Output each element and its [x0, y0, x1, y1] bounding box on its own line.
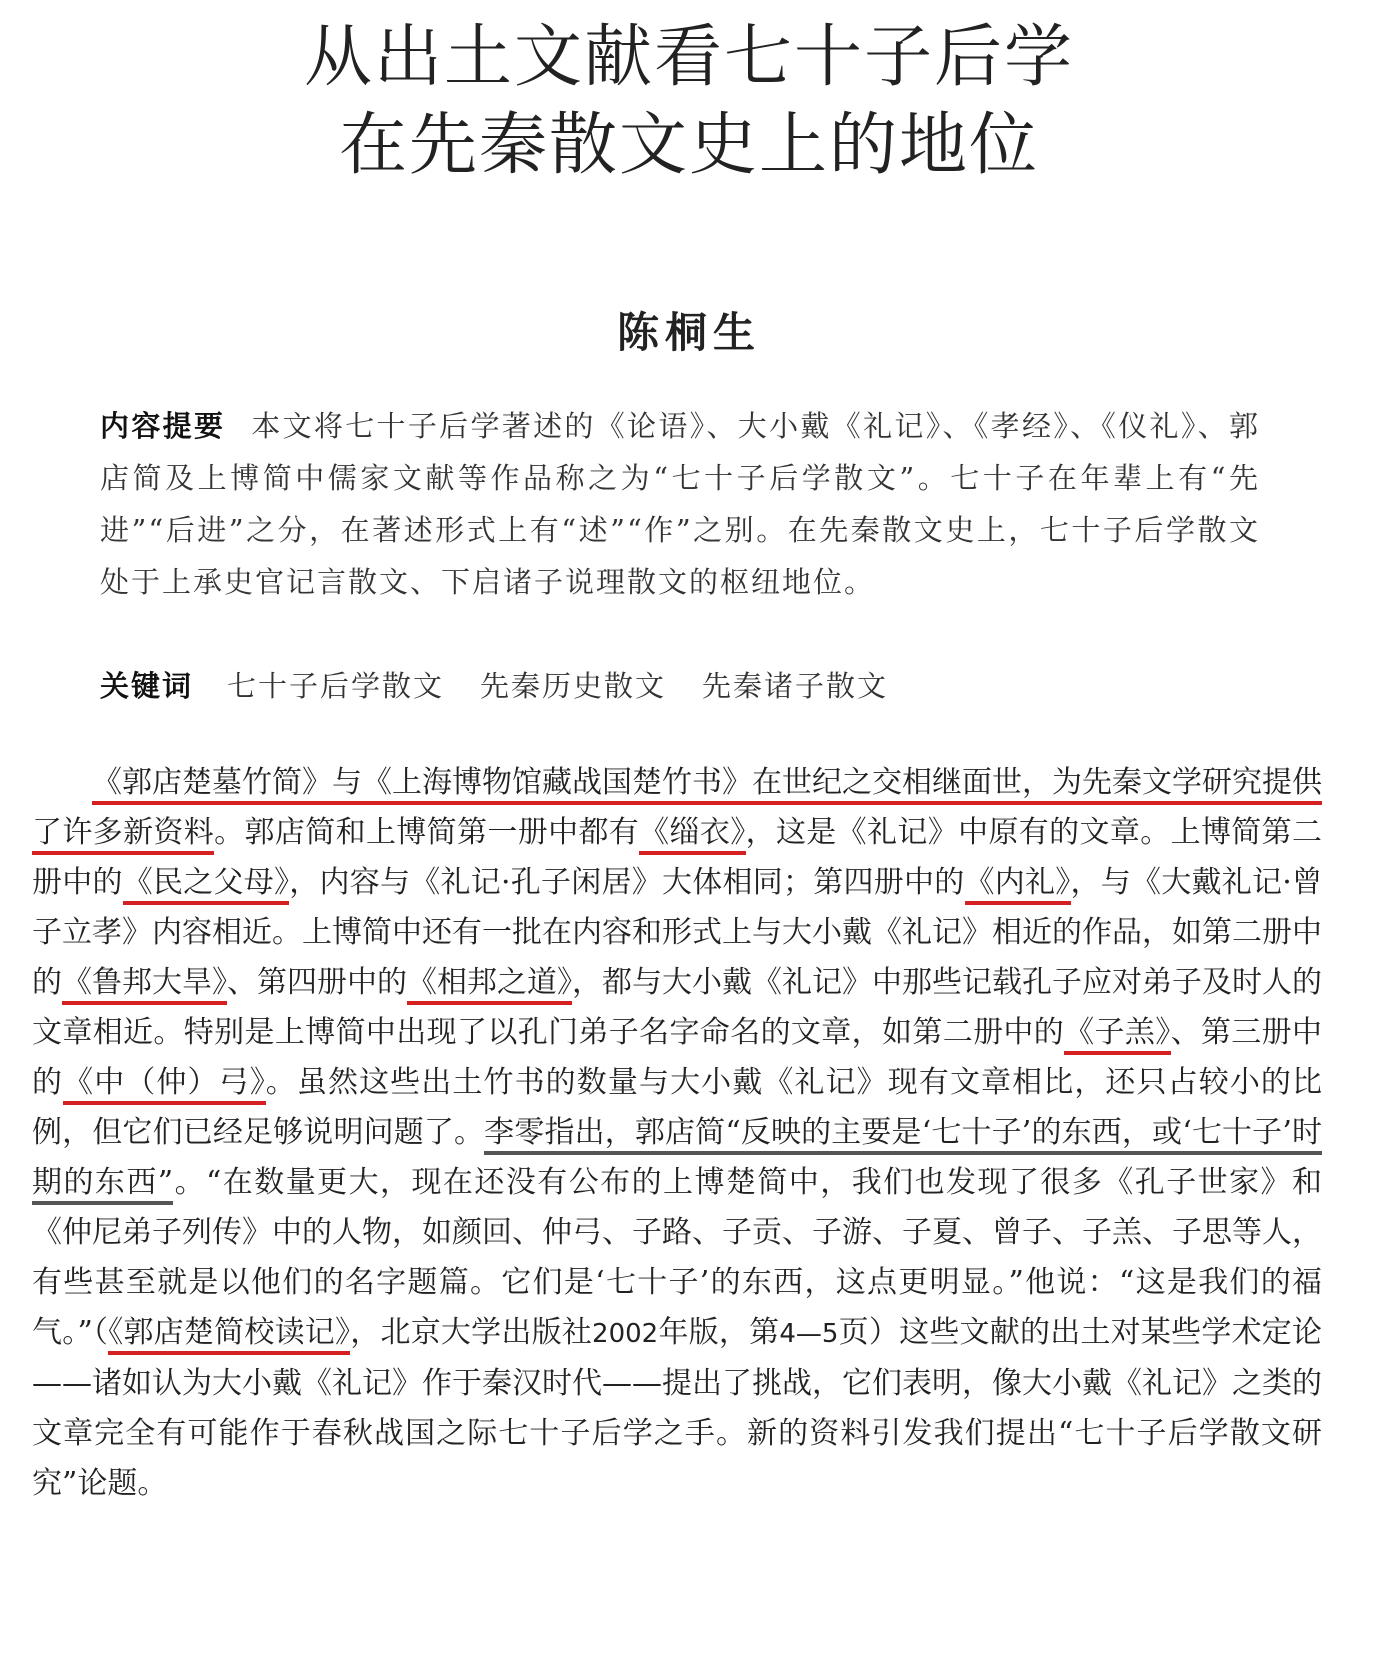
- title-line-2: 在先秦散文史上的地位: [338, 106, 1039, 185]
- author-name: 陈桐生: [616, 308, 761, 357]
- highlight-red: 《郭店楚墓竹简》与《上海博物馆藏战国楚竹书》在世纪之交相继面世，为先秦文学研究提供了许多新资料: [32, 765, 1322, 855]
- title-line-1: 从出土文献看七十子后学: [303, 18, 1074, 97]
- abstract-label: 内容提要: [100, 409, 226, 443]
- highlight-gray: 李零指出，郭店简“反映的主要是‘七十子’的东西，或‘七十子’时期的东西”: [32, 1115, 1322, 1205]
- body-paragraph: [32, 758, 1322, 1509]
- body-text: ，与《大戴礼记·曾子立孝》内容相近。上博简中还有一批在内容和形式上与大小戴《礼记》相近的作品，如第二册中的: [32, 865, 1323, 1000]
- highlight-red: 《相邦之道》: [407, 965, 572, 1005]
- body-text: 年版，第: [658, 1315, 780, 1350]
- body-text: 、第四册中的: [227, 965, 407, 1000]
- keyword-item: 先秦诸子散文: [702, 669, 889, 703]
- keywords: [100, 660, 1260, 712]
- highlight-red: 《子羔》: [1064, 1015, 1170, 1055]
- body-text: 。“在数量更大，现在还没有公布的上博楚简中，我们也发现了很多《孔子世家》和《仲尼弟子列传》中的人物，如颜回、仲弓、子路、子贡、子游、子夏、曾子、子羔、子思等人，有些甚至就是以他们的名字题篇。它们是‘七十子’的东西，这点更明显。”他说：“这是我们的福气。”（: [32, 1165, 1322, 1350]
- page-range: 4—5: [779, 1319, 839, 1349]
- highlight-red: 《缁衣》: [639, 815, 745, 855]
- body-text: ，北京大学出版社: [350, 1315, 593, 1350]
- year-number: 2002: [592, 1319, 659, 1349]
- body-text: ，都与大小戴《礼记》中那些记载孔子应对弟子及时人的文章相近。特别是上博简中出现了以孔门弟子名字命名的文章，如第二册中的: [32, 965, 1322, 1050]
- body-text: ，内容与《礼记·孔子闲居》大体相同；第四册中的: [289, 865, 965, 900]
- body-text: 。郭店简和上博简第一册中都有: [214, 815, 640, 850]
- body-text: 、第三册中的: [32, 1015, 1323, 1100]
- highlight-red: 《中（仲）弓》: [63, 1065, 266, 1105]
- highlight-red: 《民之父母》: [123, 865, 290, 905]
- keyword-item: 先秦历史散文: [480, 669, 667, 703]
- highlight-red: 《鲁邦大旱》: [62, 965, 227, 1005]
- abstract-text: 本文将七十子后学著述的《论语》、大小戴《礼记》、《孝经》、《仪礼》、郭店简及上博简中儒家文献等作品称之为“七十子后学散文”。七十子在年辈上有“先进”“后进”之分，在著述形式上有“述”“作”之别。在先秦散文史上，七十子后学散文处于上承史官记言散文、下启诸子说理散文的枢纽地位。: [100, 409, 1260, 599]
- body-text: ，这是《礼记》中原有的文章。上博简第二册中的: [32, 815, 1323, 900]
- keyword-item: 七十子后学散文: [227, 669, 445, 703]
- body-text: 。虽然这些出土竹书的数量与大小戴《礼记》现有文章相比，还只占较小的比例，但它们已经足够说明问题了。: [32, 1065, 1323, 1150]
- highlight-red: 《内礼》: [965, 865, 1071, 905]
- highlight-red: 《郭店楚简校读记》: [108, 1315, 350, 1355]
- keywords-label: 关键词: [100, 669, 194, 703]
- body-text: 页）这些文献的出土对某些学术定论——诸如认为大小戴《礼记》作于秦汉时代——提出了挑战，它们表明，像大小戴《礼记》之类的文章完全有可能作于春秋战国之际七十子后学之手。新的资料引发我们提出“七十子后学散文研究”论题。: [32, 1315, 1323, 1501]
- abstract: [100, 400, 1260, 608]
